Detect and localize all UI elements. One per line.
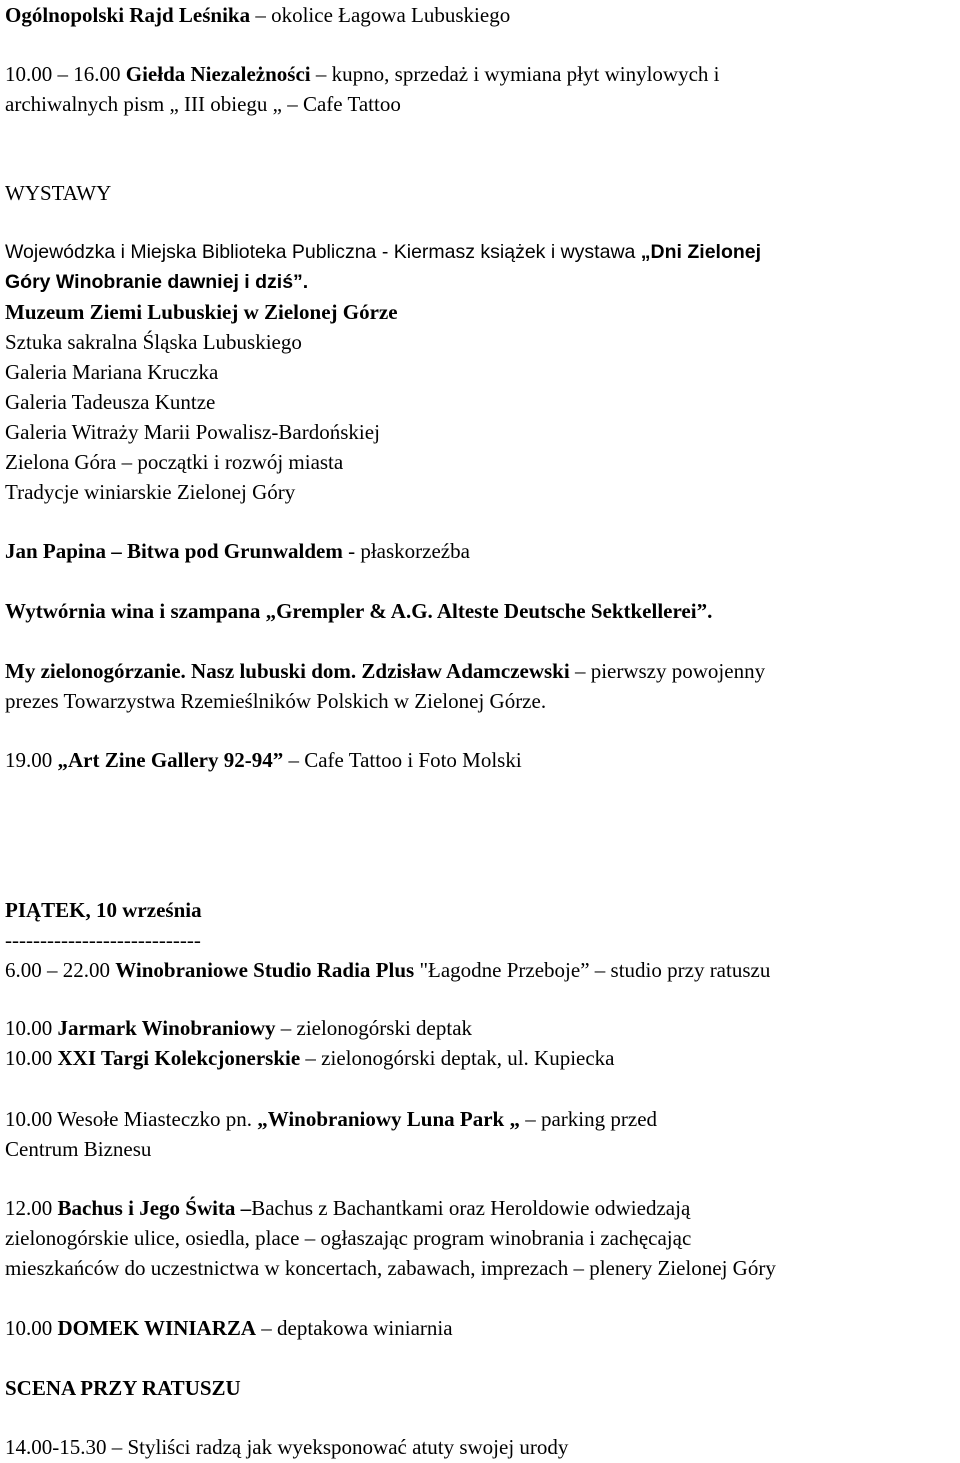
text-run: – parking przed bbox=[519, 1107, 658, 1131]
text-run: – zielonogórski deptak, ul. Kupiecka bbox=[300, 1046, 615, 1070]
text-run: Zielona Góra – początki i rozwój miasta bbox=[5, 450, 344, 474]
text-run: Ogólnopolski Rajd Leśnika bbox=[5, 3, 256, 27]
line-dni-zielonej-gory bbox=[5, 269, 308, 295]
line-rajd bbox=[5, 2, 510, 28]
line-tradycje-winiarskie bbox=[5, 479, 295, 505]
line-mieszkancow bbox=[5, 1255, 776, 1281]
line-galeria-witrazy bbox=[5, 419, 380, 445]
text-run: Góry Winobranie dawniej i dziś”. bbox=[5, 271, 309, 293]
text-run: 10.00 bbox=[5, 1316, 58, 1340]
text-run: Muzeum Ziemi Lubuskiej w Zielonej Górze bbox=[5, 300, 398, 324]
text-run: Centrum Biznesu bbox=[5, 1137, 152, 1161]
text-run: 12.00 bbox=[5, 1196, 58, 1220]
line-domek-winiarza bbox=[5, 1315, 453, 1341]
line-wesole-miasteczko bbox=[5, 1106, 657, 1132]
text-run: 10.00 – 16.00 bbox=[5, 62, 126, 86]
line-galeria-kruczka bbox=[5, 359, 218, 385]
text-run: – pierwszy powojenny bbox=[569, 659, 766, 683]
text-run: Galeria Mariana Kruczka bbox=[5, 360, 219, 384]
text-run: Giełda Niezależności bbox=[125, 62, 311, 86]
line-targi bbox=[5, 1045, 615, 1071]
text-run: Galeria Witraży Marii Powalisz-Bardońskiej bbox=[5, 420, 380, 444]
text-run: 6.00 – 22.00 bbox=[5, 958, 116, 982]
text-run: Jan Papina – Bitwa pod Grunwaldem bbox=[5, 539, 343, 563]
text-run: Winobraniowe Studio Radia Plus bbox=[115, 958, 415, 982]
line-art-zine bbox=[5, 747, 522, 773]
line-archiwalnych bbox=[5, 91, 401, 117]
text-run: „Dni Zielonej bbox=[640, 241, 762, 263]
line-stylisci bbox=[5, 1434, 568, 1460]
line-gielda bbox=[5, 61, 719, 87]
text-run: 14.00-15.30 – Styliści radzą jak wyeksponować atuty swojej urody bbox=[5, 1435, 569, 1459]
text-run: prezes Towarzystwa Rzemieślników Polskich w Zielonej Górze. bbox=[5, 689, 547, 713]
text-run: archiwalnych pism „ III obiegu „ – Cafe Tattoo bbox=[5, 92, 401, 116]
line-poczatki-miasta bbox=[5, 449, 343, 475]
heading-piatek bbox=[5, 897, 202, 923]
text-run: 10.00 Wesołe Miasteczko pn. bbox=[5, 1107, 258, 1131]
text-run: 10.00 bbox=[5, 1016, 58, 1040]
text-run: WYSTAWY bbox=[5, 181, 112, 205]
text-run: ---------------------------- bbox=[5, 928, 201, 952]
line-centrum-biznesu bbox=[5, 1136, 151, 1162]
text-run: 19.00 bbox=[5, 748, 58, 772]
text-run: – Cafe Tattoo i Foto Molski bbox=[283, 748, 522, 772]
line-bachus bbox=[5, 1195, 690, 1221]
line-galeria-kuntze bbox=[5, 389, 215, 415]
text-run: PIĄTEK, 10 września bbox=[5, 898, 202, 922]
line-wytwornia-wina bbox=[5, 598, 712, 624]
text-run: SCENA PRZY RATUSZU bbox=[5, 1376, 241, 1400]
text-run: Bachus z Bachantkami oraz Heroldowie odwiedzają bbox=[251, 1196, 691, 1220]
text-run: 10.00 bbox=[5, 1046, 58, 1070]
text-run: – zielonogórski deptak bbox=[275, 1016, 473, 1040]
line-jarmark bbox=[5, 1015, 472, 1041]
text-run: zielonogórskie ulice, osiedla, place – ogłaszając program winobrania i zachęcając bbox=[5, 1226, 692, 1250]
line-biblioteka bbox=[5, 239, 761, 265]
separator-dashes bbox=[5, 927, 201, 953]
text-run: - płaskorzeźba bbox=[342, 539, 470, 563]
text-run: Jarmark Winobraniowy bbox=[57, 1016, 276, 1040]
line-jan-papina bbox=[5, 538, 470, 564]
line-prezes bbox=[5, 688, 546, 714]
text-run: XXI Targi Kolekcjonerskie bbox=[57, 1046, 301, 1070]
text-run: – okolice Łagowa Lubuskiego bbox=[255, 3, 511, 27]
text-run: Wytwórnia wina i szampana „Grempler & A.G. Alteste Deutsche Sektkellerei”. bbox=[5, 599, 713, 623]
line-zielonogorskie-ulice bbox=[5, 1225, 691, 1251]
text-run: – kupno, sprzedaż i wymiana płyt winylowych i bbox=[310, 62, 720, 86]
text-run: Wojewódzka i Miejska Biblioteka Publiczna - Kiermasz książek i wystawa bbox=[5, 241, 641, 263]
text-run: „Art Zine Gallery 92-94” bbox=[57, 748, 284, 772]
text-run: mieszkańców do uczestnictwa w koncertach, zabawach, imprezach – plenery Zielonej Góry bbox=[5, 1256, 776, 1280]
text-run: Tradycje winiarskie Zielonej Góry bbox=[5, 480, 296, 504]
text-run: Galeria Tadeusza Kuntze bbox=[5, 390, 216, 414]
text-run: „Winobraniowy Luna Park „ bbox=[257, 1107, 520, 1131]
line-my-zielonogorzanie bbox=[5, 658, 765, 684]
text-run: – deptakowa winiarnia bbox=[256, 1316, 453, 1340]
text-run: My zielonogórzanie. Nasz lubuski dom. Zdzisław Adamczewski bbox=[5, 659, 570, 683]
heading-wystawy bbox=[5, 180, 111, 206]
text-run: Sztuka sakralna Śląska Lubuskiego bbox=[5, 330, 302, 354]
line-sztuka-sakralna bbox=[5, 329, 302, 355]
text-run: Bachus i Jego Świta – bbox=[57, 1196, 252, 1220]
text-run: "Łagodne Przeboje” – studio przy ratuszu bbox=[414, 958, 771, 982]
line-studio-radia bbox=[5, 957, 770, 983]
text-run: DOMEK WINIARZA bbox=[57, 1316, 257, 1340]
heading-scena-przy-ratuszu bbox=[5, 1375, 241, 1401]
line-muzeum bbox=[5, 299, 398, 325]
